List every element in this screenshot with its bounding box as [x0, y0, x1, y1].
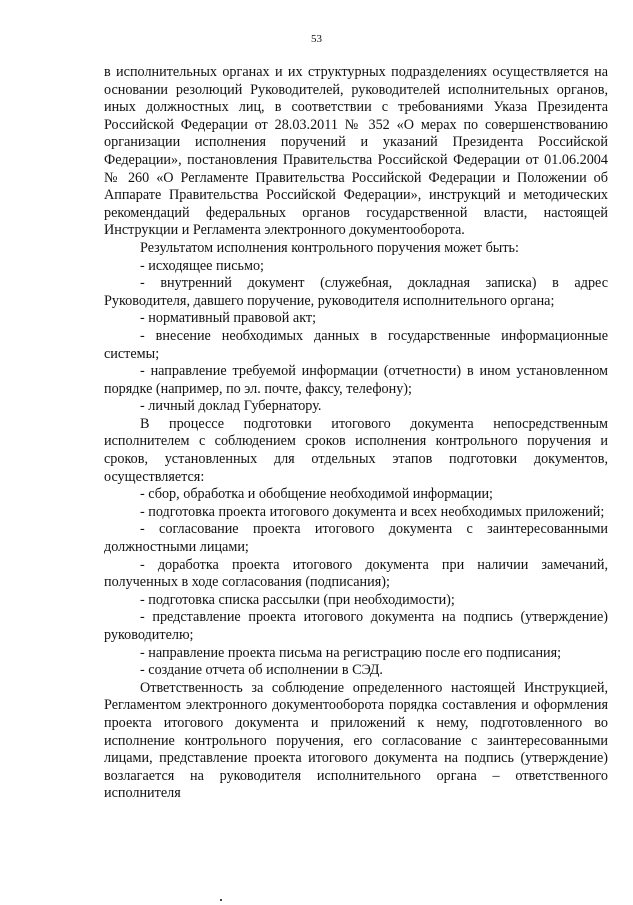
list-item: - сбор, обработка и обобщение необходимой информации;: [140, 486, 493, 503]
list-item: - направление требуемой информации (отчетности) в ином установленном порядке (например, по эл. почте, факсу, телефону);: [104, 363, 608, 397]
list-item: - представление проекта итогового документа на подпись (утверждение) руководителю;: [104, 609, 608, 643]
list-item: - личный доклад Губернатору.: [140, 398, 322, 415]
document-body: [104, 64, 608, 803]
list-item: - согласование проекта итогового документа с заинтересованными должностными лицами;: [104, 521, 608, 556]
list-item: - создание отчета об исполнении в СЭД.: [140, 662, 383, 679]
paragraph-continuation: в исполнительных органах и их структурных подразделениях осуществляется на основании резолюций Руководителей, руководителей исполнительных органов, иных должностных лиц, в соответствии с требованиями Указа Президента Российской Федерации от 28.03.2011 № 352 «О мерах по совершенствованию организации исполнения поручений и указаний Президента Российской Федерации», постановления Правительства Российской Федерации от 01.06.2004 № 260 «О Регламенте Правительства Российской Федерации и Положении об Аппарате Правительства Российской Федерации», инструкций и методических рекомендаций федеральных органов государственной власти, настоящей Инструкции и Регламента электронного документооборота.: [104, 64, 608, 239]
list-item: - доработка проекта итогового документа при наличии замечаний, полученных в ходе согласования (подписания);: [104, 556, 608, 591]
paragraph-responsibility: Ответственность за соблюдение определенного настоящей Инструкцией, Регламентом электронного документооборота порядка составления и оформления проекта итогового документа и приложений к нему, подготовленного во исполнение контрольного поручения, его согласование с заинтересованными лицами, представление проекта итогового документа на подпись (утверждение) возлагается на руководителя исполнительного органа – ответственного исполнителя: [104, 679, 608, 802]
list-item: - внутренний документ (служебная, докладная записка) в адрес Руководителя, давшего поручение, руководителя исполнительного органа;: [104, 275, 608, 309]
paragraph-result-intro: Результатом исполнения контрольного поручения может быть:: [140, 239, 519, 256]
list-item: - подготовка проекта итогового документа и всех необходимых приложений;: [140, 503, 605, 520]
list-item: - внесение необходимых данных в государственные информационные системы;: [104, 327, 608, 362]
page-number: 53: [311, 33, 322, 45]
list-item: - направление проекта письма на регистрацию после его подписания;: [140, 644, 562, 661]
list-item: - исходящее письмо;: [140, 257, 264, 274]
scan-artifact: [220, 899, 222, 901]
paragraph-preparation-process: В процессе подготовки итогового документа непосредственным исполнителем с соблюдением сроков исполнения контрольного поручения и сроков, установленных для отдельных этапов подготовки документов, осуществляется:: [104, 415, 608, 485]
list-item: - подготовка списка рассылки (при необходимости);: [140, 591, 455, 608]
list-item: - нормативный правовой акт;: [140, 310, 317, 327]
